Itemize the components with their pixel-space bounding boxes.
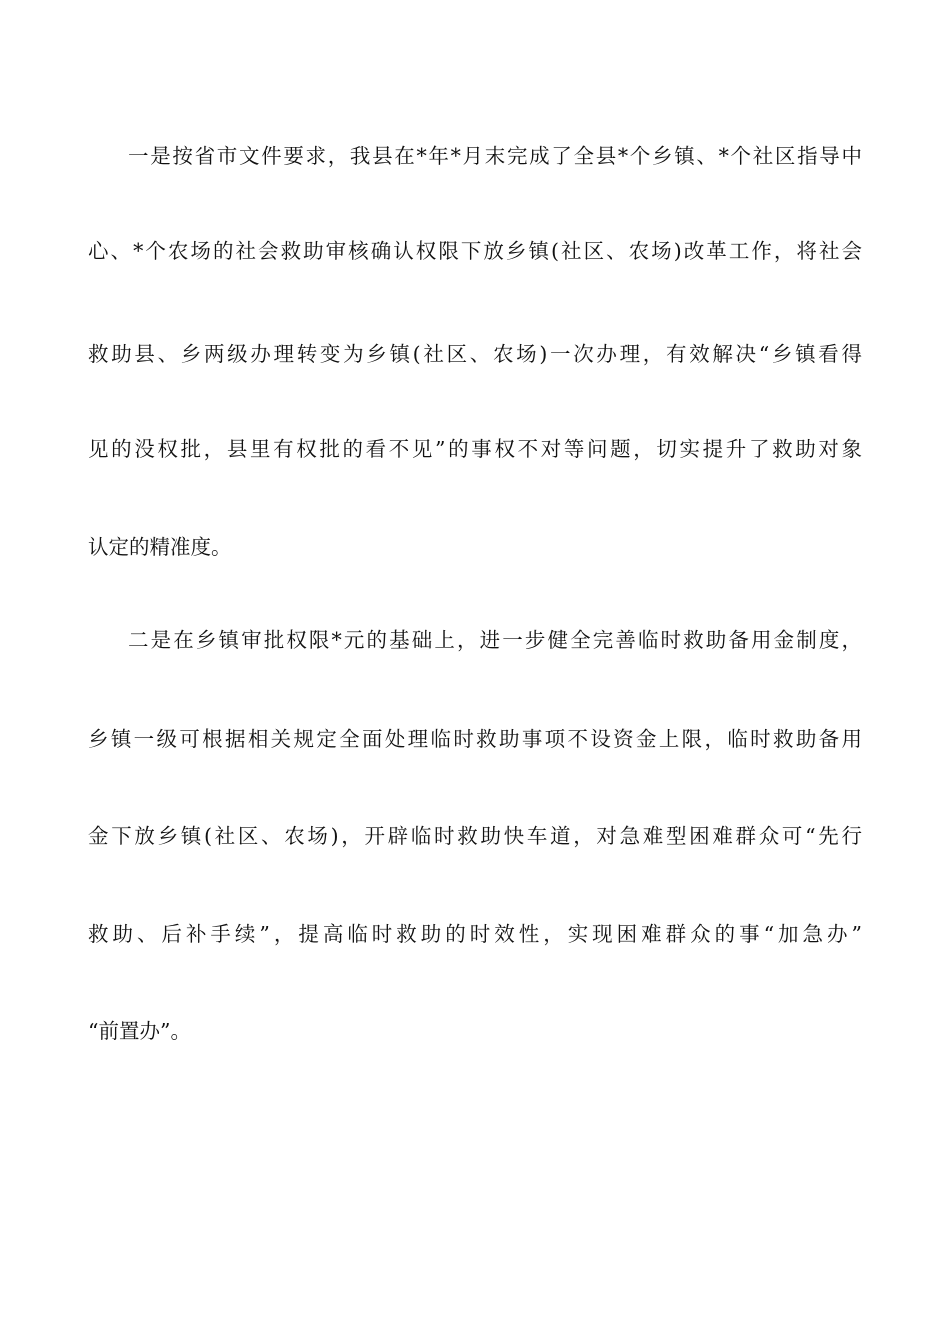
paragraph-line: 认定的精准度。 [88, 535, 232, 559]
paragraph-line: 乡镇一级可根据相关规定全面处理临时救助事项不设资金上限，临时救助备用 [88, 727, 862, 751]
paragraph-line: 心、*个农场的社会救助审核确认权限下放乡镇(社区、农场)改革工作，将社会 [88, 239, 862, 263]
paragraph-line: 救助县、乡两级办理转变为乡镇(社区、农场)一次办理，有效解决“乡镇看得 [88, 342, 862, 366]
paragraph-line: 救助、后补手续”，提高临时救助的时效性，实现困难群众的事“加急办” [88, 922, 862, 946]
paragraph-line: 见的没权批，县里有权批的看不见”的事权不对等问题，切实提升了救助对象 [88, 437, 862, 461]
paragraph-line: “前置办”。 [88, 1019, 191, 1043]
paragraph-line: 二是在乡镇审批权限*元的基础上，进一步健全完善临时救助备用金制度， [128, 628, 862, 652]
paragraph-line: 金下放乡镇(社区、农场)，开辟临时救助快车道，对急难型困难群众可“先行 [88, 824, 862, 848]
paragraph-line: 一是按省市文件要求，我县在*年*月末完成了全县*个乡镇、*个社区指导中 [128, 144, 862, 168]
